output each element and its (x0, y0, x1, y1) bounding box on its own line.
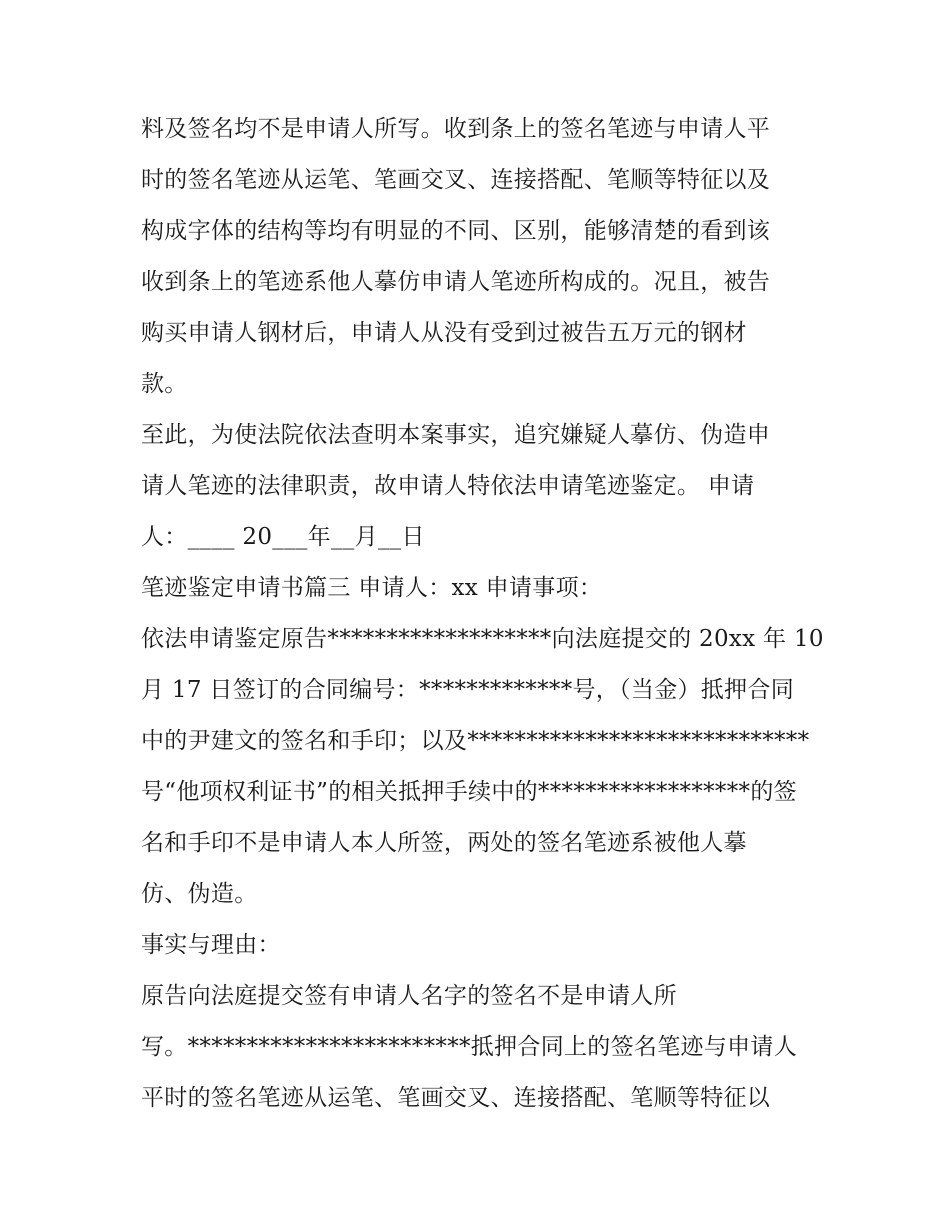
text-line: 购买申请人钢材后，申请人从没有受到过被告五万元的钢材 (141, 320, 747, 346)
text-line: 料及签名均不是申请人所写。收到条上的签名笔迹与申请人平 (141, 116, 771, 142)
text-line: 构成字体的结构等均有明显的不同、区别，能够清楚的看到该 (141, 218, 771, 244)
section-heading: 笔迹鉴定申请书篇三 申请人：xx 申请事项： (141, 575, 603, 601)
text-line: 仿、伪造。 (141, 881, 258, 907)
text-line: 依法申请鉴定原告*******************向法庭提交的 20xx 年 10 (141, 626, 824, 652)
text-line: 写。************************抵押合同上的签名笔迹与申请人 (141, 1034, 797, 1060)
section-heading: 事实与理由： (141, 932, 281, 958)
text-line: 中的尹建文的签名和手印；以及***************************** (141, 728, 810, 754)
text-line: 收到条上的笔迹系他人摹仿申请人笔迹所构成的。况且，被告 (141, 269, 771, 295)
text-line: 名和手印不是申请人本人所签，两处的签名笔迹系被他人摹 (141, 830, 747, 856)
text-line: 至此，为使法院依法查明本案事实，追究嫌疑人摹仿、伪造申 (141, 422, 771, 448)
text-line: 平时的签名笔迹从运笔、笔画交叉、连接搭配、笔顺等特征以 (141, 1085, 771, 1111)
text-line: 款。 (141, 371, 188, 397)
text-line: 人：____ 20___年__月__日 (141, 524, 425, 550)
text-line: 请人笔迹的法律职责，故申请人特依法申请笔迹鉴定。 申请 (141, 473, 755, 499)
text-line: 原告向法庭提交签有申请人名字的签名不是申请人所 (141, 983, 677, 1009)
text-line: 时的签名笔迹从运笔、笔画交叉、连接搭配、笔顺等特征以及 (141, 167, 771, 193)
text-line: 月 17 日签订的合同编号：*************号，（当金）抵押合同 (141, 677, 794, 703)
text-line: 号“他项权利证书”的相关抵押手续中的******************的签 (141, 779, 797, 805)
